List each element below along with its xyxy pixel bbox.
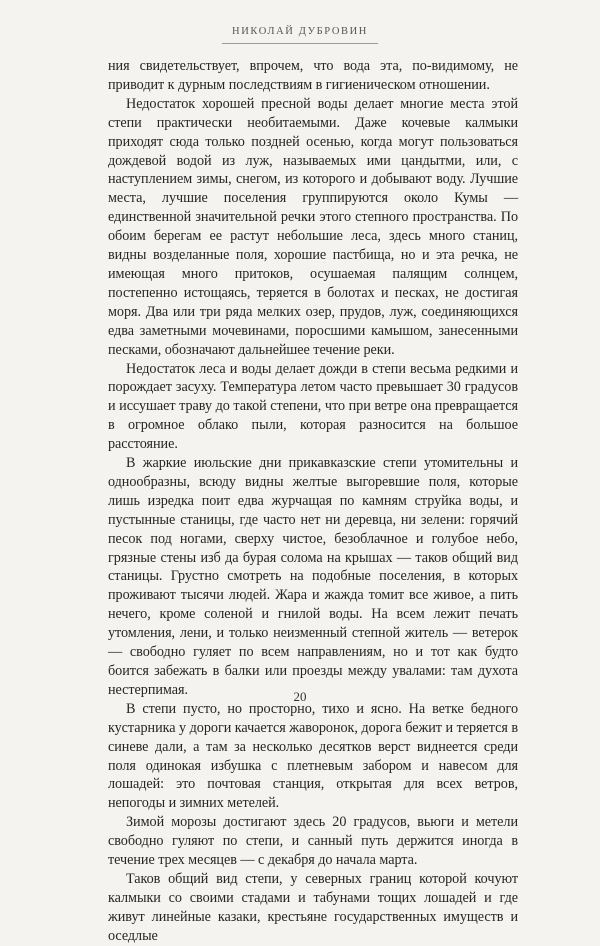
paragraph: В жаркие июльские дни прикавказские степи утомительны и однообразны, всюду видны желтые выгоревшие поля, которые лишь изредка поит едва журчащая по камням струйка воды, и пустынные станицы, где часто нет ни деревца, ни зелени: горячий песок под ногами, сверху чистое, безоблачное и голубое небо, грязные стены изб да бурая солома на крышах — таков общий вид станицы. Грустно смотреть на подобные поселения, в которых проживают тысячи людей. Жара и жажда томит все живое, а пить нечего, кроме соленой и гнилой воды. На всем лежит печать утомления, лени, и только неизменный степной житель — ветерок — свободно гуляет по всем направлениям, но и тот как будто боится забежать в балки или проезды между увалами: там духота нестерпимая. bbox=[108, 455, 518, 698]
header-rule bbox=[222, 43, 378, 44]
running-head-author: НИКОЛАЙ ДУБРОВИН bbox=[232, 26, 368, 37]
paragraph: Таков общий вид степи, у северных границ которой кочуют калмыки со своими стадами и табунами тощих лошадей и где живут линейные казаки, крестьяне государственных имуществ и оседлые bbox=[108, 870, 518, 944]
paragraph: В степи пусто, но просторно, тихо и ясно. На ветке бедного кустарника у дороги качается жаворонок, дорога бежит и теряется в синеве дали, а там за несколько десятков верст виднеется среди поля одинокая избушка с плетневым забором и навесом для лошадей: это почтовая станция, открытая для всех ветров, непогоды и зимних метелей. bbox=[108, 700, 518, 812]
paragraph: ния свидетельствует, впрочем, что вода эта, по-видимому, не приводит к дурным последствиям в гигиеническом отношении. bbox=[108, 58, 518, 93]
page-number: 20 bbox=[293, 689, 307, 704]
paragraph: Недостаток леса и воды делает дожди в степи весьма редкими и порождает засуху. Температура летом часто превышает 30 градусов и иссушает траву до такой степени, что при ветре она превращается в огромное облако пыли, которая разносится на большое расстояние. bbox=[108, 360, 518, 453]
paragraph: Зимой морозы достигают здесь 20 градусов, вьюги и метели свободно гуляют по степи, и санный путь держится иногда в течение трех месяцев — с декабря до начала марта. bbox=[108, 814, 518, 869]
body-text bbox=[108, 57, 518, 946]
paragraph: Недостаток хорошей пресной воды делает многие места этой степи практически необитаемыми. Даже кочевые калмыки приходят сюда только поздней осенью, когда могут пользоваться дождевой водой из луж, называемых ими цандытми, или, с наступлением зимы, снегом, из которого и добывают воду. Лучшие места, лучшие поселения группируются около Кумы — единственной значительной речки этого степного пространства. По обоим берегам ее растут небольшие леса, здесь много станиц, видны возделанные поля, хорошие пастбища, но и эта речка, не имеющая много притоков, осушаемая палящим солнцем, постепенно истощаясь, теряется в болотах и песках, не достигая моря. Два или три ряда мелких озер, прудов, луж, соединяющихся едва заметными мочевинами, поросшими камышом, занесенными песками, обозначают дальнейшее течение реки. bbox=[108, 95, 518, 358]
